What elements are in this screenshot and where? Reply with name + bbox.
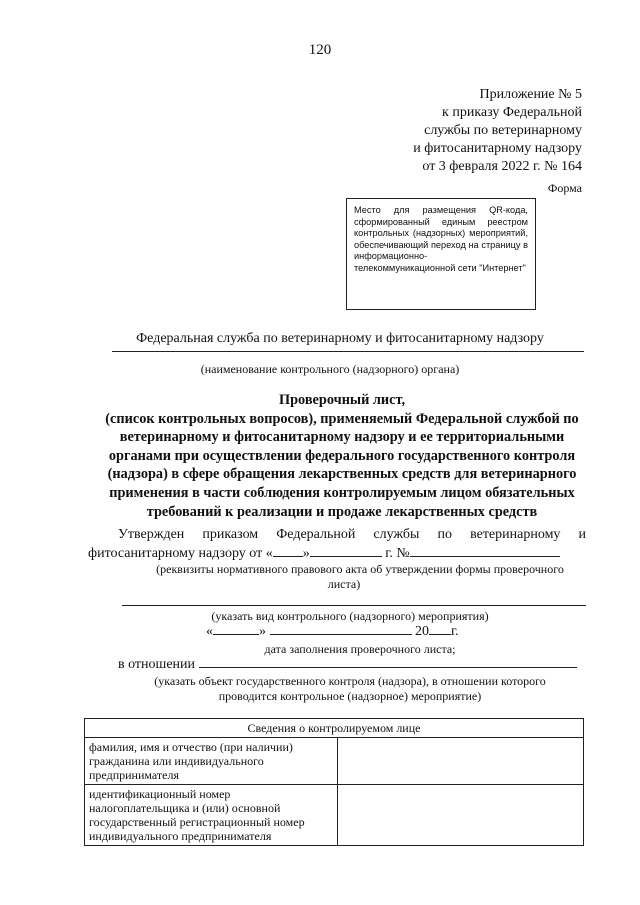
approval-line-2: [88, 546, 560, 562]
table-cell-value[interactable]: [337, 785, 583, 846]
form-label: Форма: [547, 181, 582, 195]
fill-date-open: «: [206, 624, 213, 639]
table-header-row: [85, 719, 584, 738]
title-line: применения в части соблюдения контролируемым лицом обязательных: [109, 484, 575, 501]
fill-year-prefix: 20: [415, 624, 429, 639]
fill-year-blank[interactable]: [429, 634, 451, 635]
approval-day-blank[interactable]: [273, 556, 303, 557]
page-number: 120: [308, 42, 332, 58]
event-caption: (указать вид контрольного (надзорного) мероприятия): [211, 609, 489, 623]
title-line: (надзора) в сфере обращения лекарственных средств для ветеринарного: [107, 466, 577, 483]
title-line: Проверочный лист,: [278, 392, 406, 408]
annex-block: [413, 86, 582, 176]
cell-line: индивидуального предпринимателя: [89, 829, 272, 843]
table-header: Сведения о контролируемом лице: [85, 719, 584, 738]
approval-number-prefix: г. №: [385, 546, 410, 561]
agency-caption: (наименование контрольного (надзорного) органа): [200, 362, 460, 376]
title-line: требований к реализации и продаже лекарственных средств: [146, 503, 538, 520]
relation-object-blank[interactable]: [199, 667, 577, 668]
cell-line: налогоплательщика и (или) основной: [89, 801, 281, 815]
controlled-person-table: [84, 718, 584, 846]
table-row: [85, 785, 584, 846]
annex-line: от 3 февраля 2022 г. № 164: [422, 159, 582, 174]
fill-year-suffix: г.: [451, 624, 459, 639]
fill-day-blank[interactable]: [213, 634, 259, 635]
approval-date-close: »: [302, 546, 310, 561]
fill-month-blank[interactable]: [270, 634, 412, 635]
relation-label: в отношении: [118, 657, 196, 672]
fill-date-caption: дата заполнения проверочного листа;: [264, 642, 456, 656]
fill-date-close: »: [259, 624, 266, 639]
annex-line: службы по ветеринарному: [424, 123, 582, 138]
cell-line: гражданина или индивидуального: [89, 754, 264, 768]
approval-month-blank[interactable]: [310, 556, 382, 557]
agency-underline: [112, 351, 584, 352]
title-line: ветеринарному и фитосанитарному надзору и ее территориальными: [119, 429, 565, 446]
qr-code-placeholder: Место для размещения QR-кода, сформированный единым реестром контрольных (надзорных) мероприятий, обеспечивающий переход на страницу в информационно-телекоммуникационной сети "Интернет": [346, 198, 536, 310]
annex-line: Приложение № 5: [479, 87, 582, 102]
approval-line-1: Утвержден приказом Федеральной службы по ветеринарному и: [118, 527, 586, 542]
fill-date-line: [206, 624, 459, 640]
title-line: органами при осуществлении федерального государственного контроля: [108, 447, 576, 464]
cell-line: идентификационный номер: [89, 787, 231, 801]
title-line: (список контрольных вопросов), применяемый Федеральной службой по: [105, 410, 579, 427]
table-cell-label: [85, 785, 338, 846]
relation-caption-1: (указать объект государственного контроля (надзора), в отношении которого: [154, 674, 546, 688]
annex-line: и фитосанитарному надзору: [413, 141, 582, 156]
cell-line: государственный регистрационный номер: [89, 815, 305, 829]
approval-date-prefix: фитосанитарному надзору от «: [88, 546, 273, 561]
annex-line: к приказу Федеральной: [442, 105, 582, 120]
cell-line: фамилия, имя и отчество (при наличии): [89, 740, 293, 754]
approval-caption-1: (реквизиты нормативного правового акта об утверждении формы проверочного: [156, 562, 564, 576]
relation-line: [118, 657, 577, 673]
document-title: [82, 391, 602, 521]
cell-line: предпринимателя: [89, 768, 179, 782]
approval-caption-2: листа): [327, 577, 361, 591]
table-cell-value[interactable]: [337, 738, 583, 785]
approval-number-blank[interactable]: [410, 556, 560, 557]
agency-name: Федеральная служба по ветеринарному и фитосанитарному надзору: [136, 331, 544, 346]
table-row: [85, 738, 584, 785]
relation-caption-2: проводится контрольное (надзорное) мероприятие): [218, 689, 482, 703]
table-cell-label: [85, 738, 338, 785]
event-type-blank[interactable]: [122, 605, 586, 606]
